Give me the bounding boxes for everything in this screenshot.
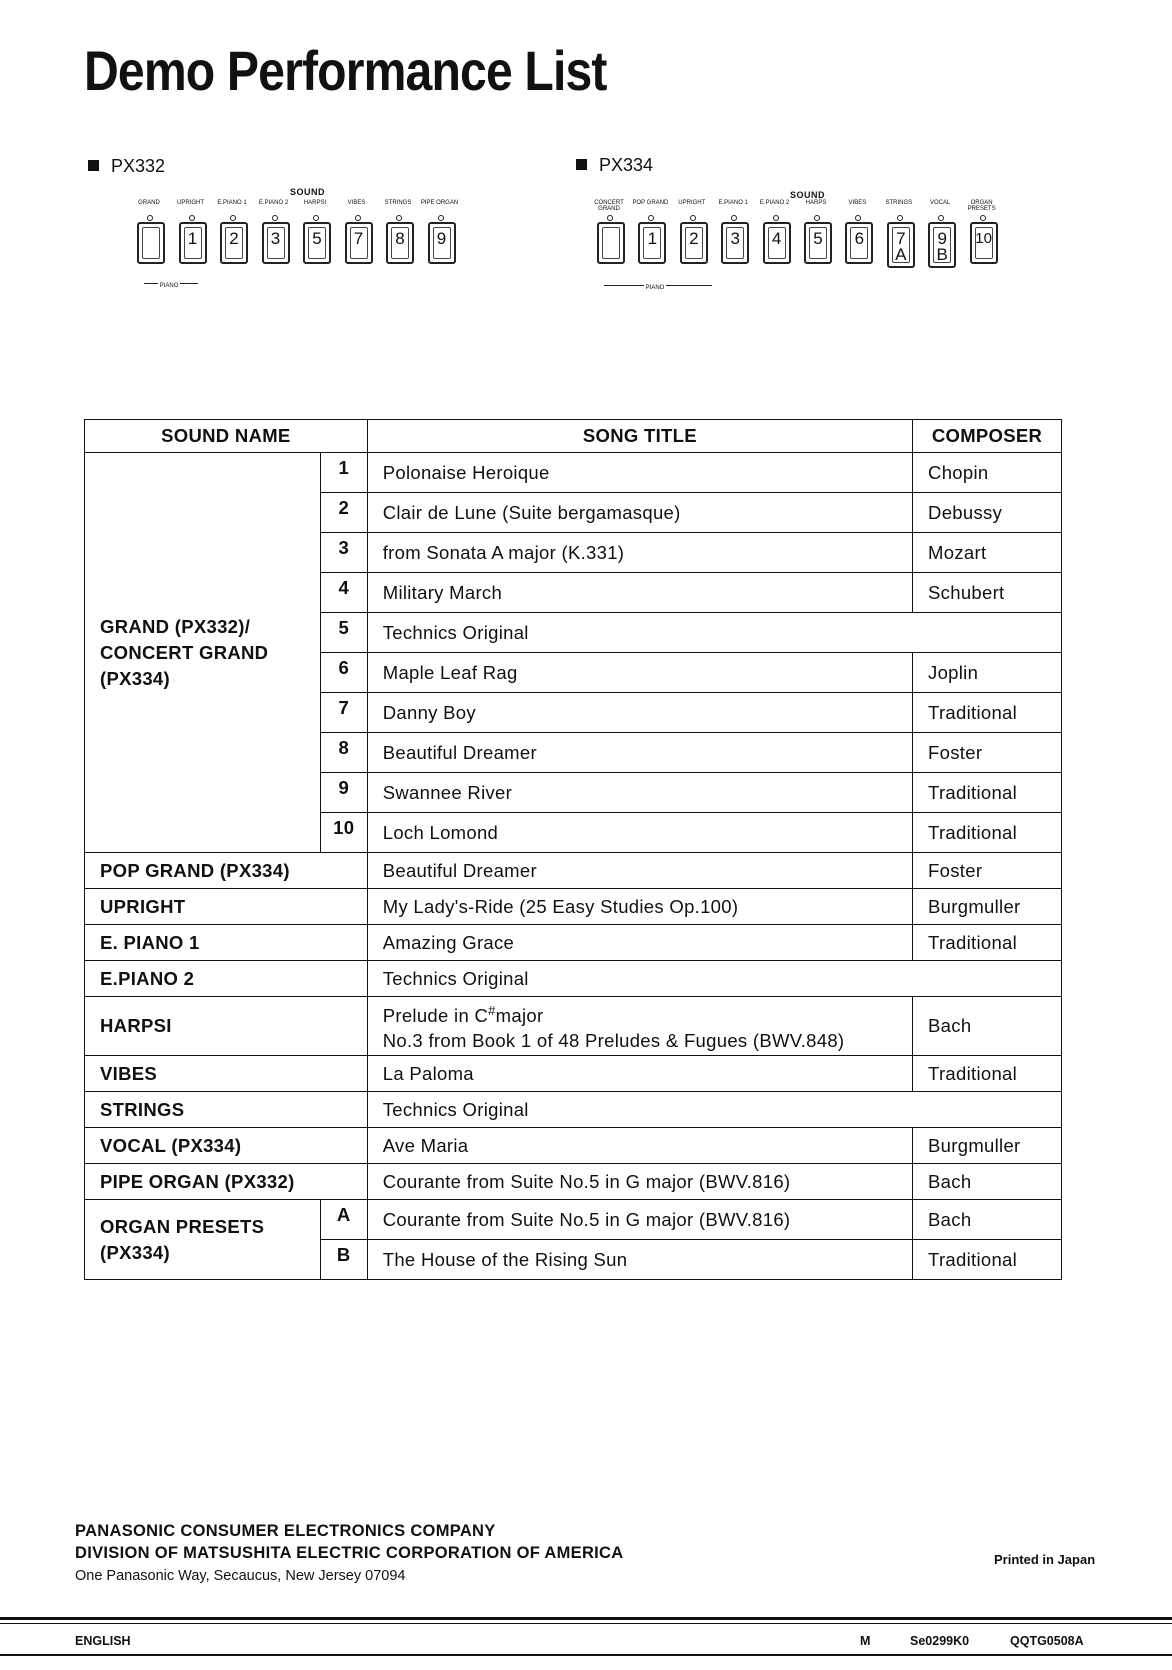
table-row — [85, 1200, 1062, 1240]
bullet-square-icon — [88, 160, 99, 171]
demo-number: 9 — [320, 773, 367, 813]
footer-rule-thin — [0, 1623, 1172, 1624]
table-row — [85, 1092, 1062, 1128]
button-label: E.PIANO 2 — [258, 200, 289, 206]
song-title: Courante from Suite No.5 in G major (BWV.816) — [367, 1164, 912, 1200]
sound-name-line: (PX334) — [100, 1241, 170, 1263]
song-title: from Sonata A major (K.331) — [367, 533, 912, 573]
button-number: 7 — [896, 229, 906, 248]
song-title: My Lady's-Ride (25 Easy Studies Op.100) — [367, 889, 912, 925]
preset-letter: B — [320, 1240, 367, 1280]
header-composer: COMPOSER — [913, 420, 1062, 453]
button-label: STRINGS — [885, 200, 913, 206]
song-title: Danny Boy — [367, 693, 912, 733]
page-title: Demo Performance List — [84, 39, 607, 102]
indicator-led-icon — [855, 215, 861, 221]
song-title-line — [383, 999, 912, 1028]
song-title: Loch Lomond — [367, 813, 912, 853]
button-label: POP GRAND — [632, 200, 669, 206]
composer: Foster — [913, 733, 1062, 773]
piano-group-label: PIANO — [144, 283, 198, 289]
table-row — [85, 1164, 1062, 1200]
song-title: Beautiful Dreamer — [367, 853, 912, 889]
sound-button[interactable] — [345, 222, 373, 264]
sound-name-cell: PIPE ORGAN (PX332) — [85, 1164, 368, 1200]
composer: Traditional — [913, 773, 1062, 813]
sound-button[interactable] — [928, 222, 956, 268]
sound-name-cell: VOCAL (PX334) — [85, 1128, 368, 1164]
button-label: HARPS — [805, 200, 827, 206]
composer: Schubert — [913, 573, 1062, 613]
sound-button[interactable] — [179, 222, 207, 264]
footer-rule-thick — [0, 1617, 1172, 1620]
code-2: QQTG0508A — [1010, 1634, 1084, 1648]
sound-name-cell: HARPSI — [85, 997, 368, 1056]
sound-name-cell: VIBES — [85, 1056, 368, 1092]
button-label: UPRIGHT — [177, 200, 204, 206]
model-px334-heading — [576, 155, 653, 176]
sound-label: SOUND — [790, 190, 826, 200]
demo-performance-table — [84, 419, 1062, 1280]
composer: Burgmuller — [913, 889, 1062, 925]
button-number: 8 — [395, 229, 405, 248]
button-label: VIBES — [848, 200, 867, 206]
sound-name-cell: POP GRAND (PX334) — [85, 853, 368, 889]
song-title: Ave Maria — [367, 1128, 912, 1164]
sound-button[interactable] — [721, 222, 749, 264]
indicator-led-icon — [648, 215, 654, 221]
song-title: La Paloma — [367, 1056, 912, 1092]
song-title: Amazing Grace — [367, 925, 912, 961]
sound-button[interactable] — [680, 222, 708, 264]
sound-button[interactable] — [970, 222, 998, 264]
sharp-sign: # — [488, 1003, 496, 1019]
sound-button[interactable] — [262, 222, 290, 264]
composer: Chopin — [913, 453, 1062, 493]
indicator-led-icon — [189, 215, 195, 221]
demo-number: 5 — [320, 613, 367, 653]
song-title: The House of the Rising Sun — [367, 1240, 912, 1280]
composer: Traditional — [913, 693, 1062, 733]
sound-button[interactable] — [303, 222, 331, 264]
sound-name-cell: E.PIANO 2 — [85, 961, 368, 997]
button-label: UPRIGHT — [678, 200, 706, 206]
indicator-led-icon — [355, 215, 361, 221]
title-text: major — [495, 1005, 544, 1027]
composer: Bach — [913, 1200, 1062, 1240]
button-number: 3 — [730, 229, 740, 248]
footer-company: PANASONIC CONSUMER ELECTRONICS COMPANY — [75, 1522, 496, 1540]
header-sound-name: SOUND NAME — [85, 420, 368, 453]
demo-number: 2 — [320, 493, 367, 533]
model-name: PX334 — [599, 155, 654, 175]
sound-name-cell: STRINGS — [85, 1092, 368, 1128]
demo-number: 6 — [320, 653, 367, 693]
sound-button[interactable] — [137, 222, 165, 264]
button-label: CONCERT GRAND — [594, 200, 624, 212]
indicator-led-icon — [230, 215, 236, 221]
preset-letter: A — [320, 1200, 367, 1240]
song-title: Technics Original — [367, 1092, 1061, 1128]
sound-name-cell: UPRIGHT — [85, 889, 368, 925]
button-label: GRAND — [138, 200, 160, 206]
button-label: E.PIANO 1 — [718, 200, 748, 206]
composer: Mozart — [913, 533, 1062, 573]
song-title: Beautiful Dreamer — [367, 733, 912, 773]
composer: Traditional — [913, 1056, 1062, 1092]
indicator-led-icon — [980, 215, 986, 221]
sound-button[interactable] — [845, 222, 873, 264]
composer: Traditional — [913, 813, 1062, 853]
button-number: 3 — [270, 229, 281, 248]
sound-button[interactable] — [386, 222, 414, 264]
indicator-led-icon — [814, 215, 820, 221]
button-number: 9 — [937, 229, 947, 248]
button-label: VOCAL — [930, 200, 951, 206]
button-label: STRINGS — [384, 200, 412, 206]
code-1: Se0299K0 — [910, 1634, 970, 1648]
sound-name-cell — [85, 453, 321, 853]
song-title: Clair de Lune (Suite bergamasque) — [367, 493, 912, 533]
sound-name-line: CONCERT GRAND — [100, 641, 269, 663]
button-number: 6 — [854, 229, 865, 248]
indicator-led-icon — [396, 215, 402, 221]
sound-name-cell: E. PIANO 1 — [85, 925, 368, 961]
composer: Joplin — [913, 653, 1062, 693]
demo-number: 1 — [320, 453, 367, 493]
table-row — [85, 925, 1062, 961]
song-title — [367, 997, 912, 1056]
button-face — [142, 227, 160, 259]
button-number: 1 — [187, 229, 198, 248]
indicator-led-icon — [147, 215, 153, 221]
table-row — [85, 889, 1062, 925]
sound-button[interactable] — [597, 222, 625, 264]
table-row — [85, 997, 1062, 1056]
button-letter: B — [936, 245, 948, 264]
header-song-title: SONG TITLE — [367, 420, 912, 453]
indicator-led-icon — [607, 215, 613, 221]
table-row — [85, 453, 1062, 493]
sound-name-line: ORGAN PRESETS — [100, 1215, 265, 1237]
button-number: 2 — [229, 229, 239, 248]
button-number: 10 — [975, 230, 992, 247]
footer-division: DIVISION OF MATSUSHITA ELECTRIC CORPORATION OF AMERICA — [75, 1544, 624, 1562]
sound-name-line: GRAND (PX332)/ — [100, 615, 251, 637]
indicator-led-icon — [731, 215, 737, 221]
button-label: PIPE ORGAN — [420, 200, 459, 206]
composer: Bach — [913, 1164, 1062, 1200]
song-title: Military March — [367, 573, 912, 613]
song-title: Maple Leaf Rag — [367, 653, 912, 693]
piano-group-label: PIANO — [604, 285, 712, 291]
button-label: VIBES — [347, 200, 366, 206]
indicator-led-icon — [773, 215, 779, 221]
button-number: 9 — [436, 229, 447, 248]
button-number: 5 — [312, 229, 322, 248]
demo-number: 10 — [320, 813, 367, 853]
footer-rule-bottom — [0, 1654, 1172, 1656]
button-number: 7 — [353, 229, 364, 248]
indicator-led-icon — [313, 215, 319, 221]
footer-address: One Panasonic Way, Secaucus, New Jersey 07094 — [75, 1568, 406, 1584]
indicator-led-icon — [690, 215, 696, 221]
song-title: Technics Original — [367, 961, 1061, 997]
composer: Debussy — [913, 493, 1062, 533]
indicator-led-icon — [272, 215, 278, 221]
sound-button[interactable] — [763, 222, 791, 264]
song-title-line: No.3 from Book 1 of 48 Preludes & Fugues (BWV.848) — [382, 1029, 845, 1051]
bullet-square-icon — [576, 159, 587, 170]
sound-button[interactable] — [428, 222, 456, 264]
button-number: 1 — [647, 229, 658, 248]
demo-number: 8 — [320, 733, 367, 773]
button-number: 5 — [813, 229, 823, 248]
sound-button[interactable] — [887, 222, 915, 268]
indicator-led-icon — [938, 215, 944, 221]
button-number: 2 — [689, 229, 699, 248]
table-row — [85, 1056, 1062, 1092]
model-name: PX332 — [111, 156, 166, 176]
composer: Burgmuller — [913, 1128, 1062, 1164]
song-title: Courante from Suite No.5 in G major (BWV.816) — [367, 1200, 912, 1240]
song-title: Swannee River — [367, 773, 912, 813]
demo-number: 7 — [320, 693, 367, 733]
code-m: M — [860, 1634, 871, 1648]
indicator-led-icon — [897, 215, 903, 221]
table-row — [85, 1128, 1062, 1164]
composer: Foster — [913, 853, 1062, 889]
language-label: ENGLISH — [75, 1634, 131, 1648]
composer: Traditional — [913, 1240, 1062, 1280]
table-row — [85, 961, 1062, 997]
printed-in: Printed in Japan — [994, 1552, 1096, 1567]
button-number: 4 — [771, 229, 782, 248]
button-label: E.PIANO 1 — [217, 200, 247, 206]
button-label: E.PIANO 2 — [759, 200, 790, 206]
song-title: Technics Original — [367, 613, 1061, 653]
demo-number: 3 — [320, 533, 367, 573]
title-text: Prelude in C — [382, 1005, 489, 1027]
indicator-led-icon — [438, 215, 444, 221]
model-px332-heading — [88, 156, 165, 177]
table-header-row — [85, 420, 1062, 453]
button-face — [602, 227, 620, 259]
button-letter: A — [895, 245, 907, 264]
sound-label: SOUND — [290, 187, 326, 197]
composer: Bach — [913, 997, 1062, 1056]
composer: Traditional — [913, 925, 1062, 961]
table-row — [85, 853, 1062, 889]
sound-button[interactable] — [804, 222, 832, 264]
song-title: Polonaise Heroique — [367, 453, 912, 493]
button-label: ORGAN PRESETS — [967, 200, 996, 212]
demo-number: 4 — [320, 573, 367, 613]
sound-name-line: (PX334) — [100, 667, 170, 689]
button-label: HARPSI — [303, 200, 327, 206]
sound-button[interactable] — [638, 222, 666, 264]
sound-button[interactable] — [220, 222, 248, 264]
sound-name-cell — [85, 1200, 321, 1280]
